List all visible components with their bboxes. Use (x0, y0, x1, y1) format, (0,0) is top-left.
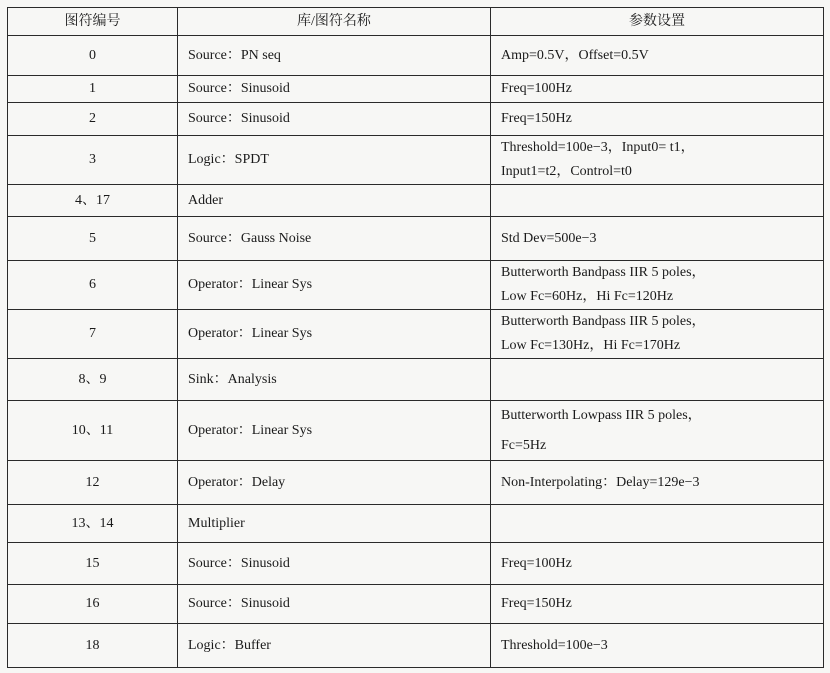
table-row (8, 585, 824, 624)
parameter-line: Threshold=100e−3，Input0= t1， (501, 140, 695, 155)
table-body (8, 36, 824, 668)
table-row (8, 461, 824, 505)
icon-number-cell: 1 (8, 76, 178, 103)
table-row (8, 185, 824, 217)
parameter-line: Non-Interpolating：Delay=129e−3 (501, 474, 700, 490)
icon-name-cell: Operator：Delay (178, 461, 491, 505)
parameter-line: Low Fc=130Hz，Hi Fc=170Hz (501, 338, 681, 353)
parameter-line: Freq=150Hz (501, 596, 572, 611)
header-library-icon-name: 库/图符名称 (178, 8, 491, 36)
table-row (8, 505, 824, 543)
parameter-line: Butterworth Lowpass IIR 5 poles， (501, 407, 702, 423)
icon-name-cell: Logic：SPDT (178, 136, 491, 185)
icon-number-cell: 15 (8, 543, 178, 585)
parameter-cell (491, 136, 824, 185)
parameter-line: Freq=100Hz (501, 81, 572, 96)
icon-number-cell: 3 (8, 136, 178, 185)
icon-number-cell: 10、11 (8, 401, 178, 461)
icon-number-cell: 13、14 (8, 505, 178, 543)
icon-name-cell: Source：Sinusoid (178, 103, 491, 136)
parameter-cell (491, 461, 824, 505)
icon-name-cell: Source：Sinusoid (178, 76, 491, 103)
table-row (8, 36, 824, 76)
icon-name-cell: Multiplier (178, 505, 491, 543)
parameter-line: Std Dev=500e−3 (501, 230, 597, 246)
table-row (8, 76, 824, 103)
parameter-cell (491, 505, 824, 543)
icon-number-cell: 18 (8, 624, 178, 668)
icon-name-cell: Logic：Buffer (178, 624, 491, 668)
parameter-line: Freq=150Hz (501, 111, 572, 126)
icon-name-cell: Source：Sinusoid (178, 585, 491, 624)
parameter-line: Threshold=100e−3 (501, 637, 608, 653)
table-row (8, 310, 824, 359)
table-row (8, 136, 824, 185)
icon-name-cell: Operator：Linear Sys (178, 310, 491, 359)
icon-number-cell: 2 (8, 103, 178, 136)
table-row (8, 359, 824, 401)
icon-name-cell: Source：PN seq (178, 36, 491, 76)
table-row (8, 543, 824, 585)
parameter-cell (491, 185, 824, 217)
parameter-cell (491, 401, 824, 461)
icon-number-cell: 4、17 (8, 185, 178, 217)
header-icon-number: 图符编号 (8, 8, 178, 36)
icon-number-cell: 12 (8, 461, 178, 505)
icon-number-cell: 0 (8, 36, 178, 76)
parameter-line: Butterworth Bandpass IIR 5 poles， (501, 314, 706, 329)
parameter-cell (491, 76, 824, 103)
parameter-cell (491, 310, 824, 359)
table-row (8, 261, 824, 310)
parameter-line: Input1=t2，Control=t0 (501, 164, 632, 179)
parameter-cell (491, 217, 824, 261)
parameter-line: Amp=0.5V，Offset=0.5V (501, 47, 649, 63)
icon-name-cell: Sink：Analysis (178, 359, 491, 401)
table-row (8, 401, 824, 461)
header-parameter-settings: 参数设置 (491, 8, 824, 36)
icon-number-cell: 7 (8, 310, 178, 359)
parameter-cell (491, 103, 824, 136)
parameter-table (7, 7, 824, 668)
table-row (8, 624, 824, 668)
icon-number-cell: 6 (8, 261, 178, 310)
table-row (8, 217, 824, 261)
parameter-cell (491, 585, 824, 624)
icon-name-cell: Adder (178, 185, 491, 217)
icon-name-cell: Source：Sinusoid (178, 543, 491, 585)
parameter-line: Low Fc=60Hz，Hi Fc=120Hz (501, 289, 674, 304)
icon-number-cell: 16 (8, 585, 178, 624)
icon-name-cell: Operator：Linear Sys (178, 401, 491, 461)
parameter-line: Fc=5Hz (501, 437, 547, 453)
parameter-cell (491, 261, 824, 310)
icon-number-cell: 8、9 (8, 359, 178, 401)
parameter-line: Butterworth Bandpass IIR 5 poles， (501, 265, 706, 280)
table-header-row (8, 8, 824, 36)
parameter-line: Freq=100Hz (501, 555, 572, 571)
table-row (8, 103, 824, 136)
icon-name-cell: Operator：Linear Sys (178, 261, 491, 310)
parameter-cell (491, 359, 824, 401)
icon-name-cell: Source：Gauss Noise (178, 217, 491, 261)
parameter-cell (491, 36, 824, 76)
icon-number-cell: 5 (8, 217, 178, 261)
parameter-cell (491, 624, 824, 668)
parameter-cell (491, 543, 824, 585)
